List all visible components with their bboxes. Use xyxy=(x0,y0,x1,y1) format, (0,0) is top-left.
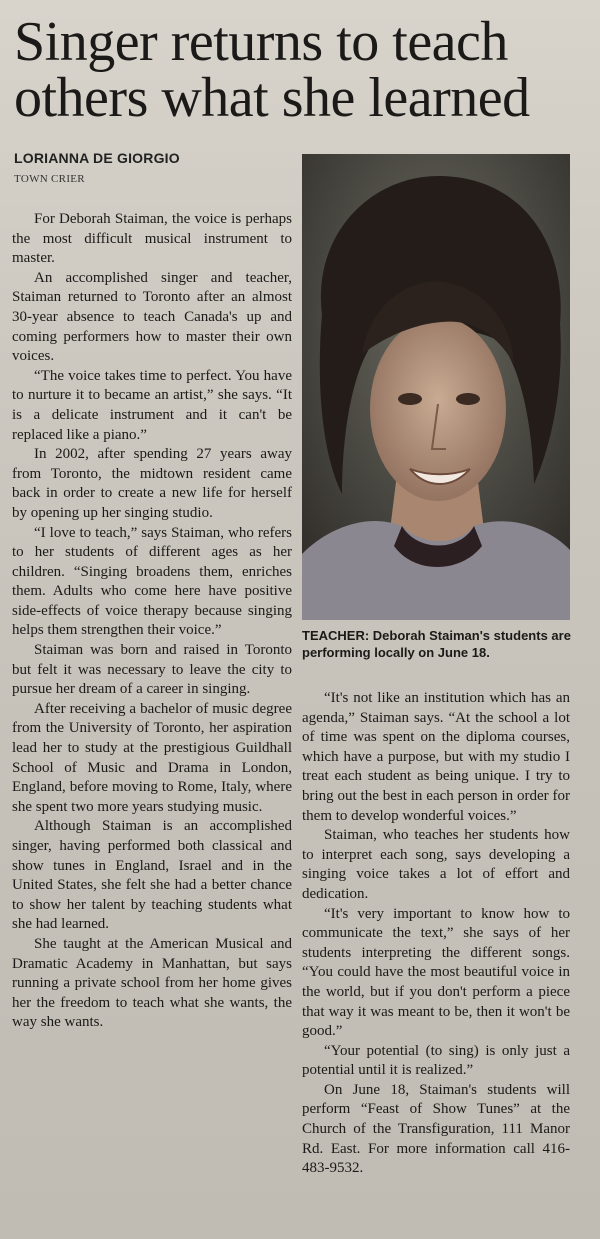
right-column xyxy=(302,689,570,1179)
department-label: TOWN CRIER xyxy=(14,173,85,185)
paragraph: “Your potential (to sing) is only just a potential until it is realized.” xyxy=(302,1042,570,1079)
byline: LORIANNA DE GIORGIO xyxy=(14,150,180,166)
paragraph: “It's very important to know how to communicate the text,” she says of her students interpreting the different songs. “You could have the most beautiful voice in the world, but if you don't perform a piece that way it was meant to be, then it won't be good.” xyxy=(302,905,570,1040)
headline-line: Singer returns to teach xyxy=(14,11,508,73)
paragraph: “It's not like an institution which has an agenda,” Staiman says. “At the school a lot of time was spent on the diploma courses, which have a purpose, but with my studio I treat each student as being unique. I try to bring out the best in each person in order for them to develop wonderful voices.” xyxy=(302,690,570,824)
paragraph: In 2002, after spending 27 years away from Toronto, the midtown resident came back in order to create a new life for herself by opening up her singing studio. xyxy=(12,446,292,521)
paragraph: An accomplished singer and teacher, Staiman returned to Toronto after an almost 30-year absence to teach Canada's up and coming performers how to master their own voices. xyxy=(12,269,292,365)
paragraph: On June 18, Staiman's students will perform “Feast of Show Tunes” at the Church of the Transfiguration, 111 Manor Rd. East. For more information call 416-483-9532. xyxy=(302,1081,570,1177)
portrait-illustration xyxy=(302,154,570,620)
paragraph: “I love to teach,” says Staiman, who refers to her students of different ages as her children. “Singing broadens them, enriches them. Adults who come here have positive side-effects of voice therapy because singing helps them strengthen their voice.” xyxy=(12,524,292,639)
paragraph: After receiving a bachelor of music degree from the University of Toronto, her aspiration lead her to study at the prestigious Guildhall School of Music and Drama in London, England, before moving to Rome, Italy, where she spent two more years studying music. xyxy=(12,700,292,815)
left-column xyxy=(12,210,292,1033)
paragraph: She taught at the American Musical and Dramatic Academy in Manhattan, but says running a private school from her home gives her the freedom to teach what she wants, the way she wants. xyxy=(12,935,292,1031)
paragraph: “The voice takes time to perfect. You have to nurture it to became an artist,” she says. “It is a delicate instrument and it can't be replaced like a piano.” xyxy=(12,367,292,443)
headline xyxy=(14,11,594,129)
portrait-photo xyxy=(302,154,570,620)
paragraph: Although Staiman is an accomplished singer, having performed both classical and show tunes in England, Israel and in the United States, she felt she had a better chance to show her talent by teaching students what she had learned. xyxy=(12,818,292,933)
paragraph: Staiman was born and raised in Toronto but felt it was necessary to leave the city to pursue her dream of a career in singing. xyxy=(12,642,292,698)
photo-caption: TEACHER: Deborah Staiman's students are performing locally on June 18. xyxy=(302,628,571,660)
paragraph: Staiman, who teaches her students how to interpret each song, says developing a singing voice takes a lot of effort and dedication. xyxy=(302,827,570,902)
paragraph: For Deborah Staiman, the voice is perhaps the most difficult musical instrument to master. xyxy=(12,211,292,267)
headline-line: others what she learned xyxy=(14,67,530,129)
